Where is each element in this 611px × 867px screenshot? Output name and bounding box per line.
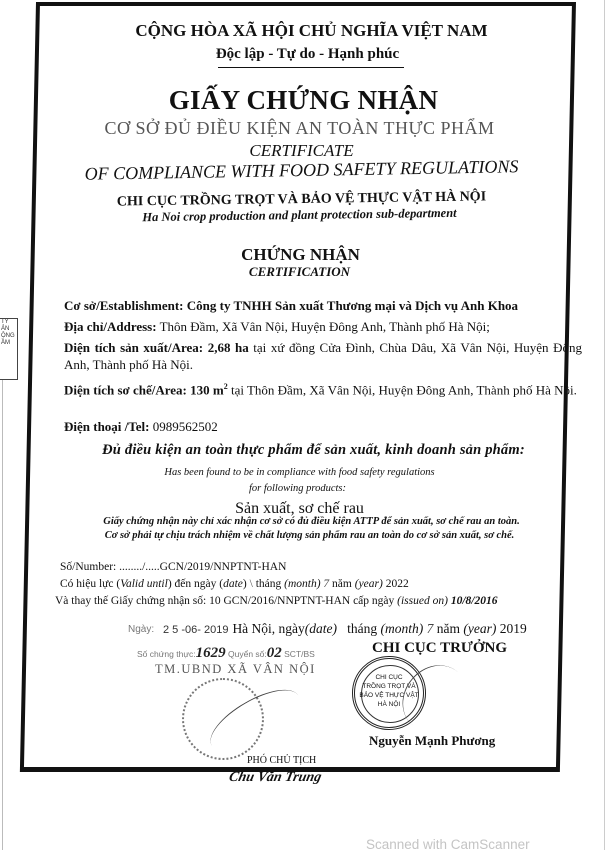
validity-mid: ) đến ngày ( <box>167 578 224 590</box>
book-suffix: SCT/BS <box>284 649 315 659</box>
certification-heading-en: CERTIFICATION <box>248 264 351 279</box>
book-value: 02 <box>266 645 282 661</box>
validity-line <box>60 578 409 590</box>
validity-month-en: (month) <box>284 578 321 590</box>
establishment-value: Công ty TNHH Sản xuất Thương mại và Dịch vụ Anh Khoa <box>186 298 519 313</box>
year-label-en: (year) <box>463 621 497 636</box>
notarization-number-value: 1629 <box>195 645 226 661</box>
camscanner-watermark: Scanned with CamScanner <box>366 837 530 852</box>
compliance-statement-en-1: Has been found to be in compliance with food safety regulations <box>164 467 435 478</box>
notarization-date-stamp <box>128 624 154 635</box>
address-label: Địa chỉ/Address: <box>64 319 157 334</box>
establishment-field <box>64 297 584 314</box>
compliance-title-en: OF COMPLIANCE WITH FOOD SAFETY REGULATIONS <box>84 156 519 184</box>
notarizing-authority: TM.UBND XÃ VÂN NỘI <box>155 662 316 676</box>
notarization-date-value: 2 5 -06- 2019 <box>163 624 229 636</box>
validity-month-prefix: tháng <box>252 578 285 590</box>
production-area-label: Diện tích sản xuất/Area: <box>64 340 204 355</box>
validity-year-en: (year) <box>354 578 383 590</box>
notarization-number <box>137 645 315 662</box>
nation-header: CỘNG HÒA XÃ HỘI CHỦ NGHĨA VIỆT NAM <box>135 21 488 40</box>
vice-chair-name: Chu Văn Trung <box>227 770 323 785</box>
place-date: Hà Nội, ngày <box>232 621 305 636</box>
certificate-title: GIẤY CHỨNG NHẬN <box>168 85 439 115</box>
vice-chair-title: PHÓ CHỦ TỊCH <box>247 755 317 766</box>
date-label-en: (date) <box>304 621 338 636</box>
phone-label: Điện thoại /Tel: <box>64 419 150 434</box>
chief-name: Nguyễn Mạnh Phương <box>369 733 496 748</box>
replacement-date: 10/8/2016 <box>450 595 498 607</box>
replacement-issued-en: (issued on) <box>397 595 448 607</box>
production-area-field <box>64 339 582 373</box>
adjacent-page-stamp: TY ẢN ỘNG ẦM <box>0 318 18 380</box>
seal-line-2: TRỒNG TRỌT VÀ <box>362 683 416 690</box>
address-field <box>64 318 584 335</box>
validity-year-value: 2022 <box>385 578 409 590</box>
compliance-statement-vn: Đủ điều kiện an toàn thực phẩm để sản xuất, kinh doanh sản phẩm: <box>102 442 525 458</box>
motto-underline <box>218 67 404 68</box>
certificate-note-1: Giấy chứng nhận này chỉ xác nhận cơ sở có đủ điều kiện ATTP để sản xuất, sơ chế rau an toàn. <box>103 516 520 527</box>
issue-date-line <box>163 621 527 637</box>
establishment-label: Cơ sở/Establishment: <box>64 298 184 313</box>
seal-line-1: CHI CỤC <box>375 674 403 681</box>
month-prefix: tháng <box>347 621 378 636</box>
notarization-date-label: Ngày: <box>128 624 155 635</box>
processing-area-location: tại Thôn Đầm, Xã Vân Nội, Huyện Đông Anh, Thành phố Hà Nội. <box>230 382 577 398</box>
validity-handwritten-month: 7 <box>323 578 330 590</box>
processing-area-label: Diện tích sơ chế/Area: <box>64 382 187 398</box>
replacement-line <box>55 595 497 607</box>
department-name-vn: CHI CỤC TRỒNG TRỌT VÀ BẢO VỆ THỰC VẬT HÀ NỘI <box>116 189 487 210</box>
chief-title: CHI CỤC TRƯỞNG <box>372 640 508 656</box>
notarization-number-label: Số chứng thực: <box>137 649 196 659</box>
number-label: Số/Number: <box>60 561 117 573</box>
production-area-location: tại xứ đồng Cửa Đình, Chùa Dâu, Xã Vân Nội, Huyện Đông Anh, Thành phố Hà Nội. <box>64 340 582 372</box>
validity-prefix: Có hiệu lực ( <box>60 578 121 590</box>
validity-year-prefix: năm <box>329 578 355 590</box>
validity-mid2: ) <box>242 578 250 590</box>
certified-product: Sản xuất, sơ chế rau <box>235 500 364 517</box>
phone-field <box>64 418 584 435</box>
year-prefix: năm <box>436 621 461 636</box>
certificate-subtitle-vn: CƠ SỞ ĐỦ ĐIỀU KIỆN AN TOÀN THỰC PHẨM <box>104 118 495 138</box>
number-value: ......../.....GCN/2019/NNPTNT-HAN <box>119 561 287 573</box>
certificate-note-2: Cơ sở phải tự chịu trách nhiệm về chất lượng sản phẩm rau an toàn do cơ sở sản xuất, sơ chế. <box>104 530 515 541</box>
book-label: Quyển số: <box>228 649 267 659</box>
validity-until-en: Valid until <box>120 578 168 590</box>
month-value: 7 <box>426 621 434 636</box>
processing-area-field <box>64 378 582 398</box>
certification-heading-vn: CHỨNG NHẬN <box>241 245 360 264</box>
seal-line-4: HÀ NỘI <box>377 701 401 708</box>
validity-handwritten-day: \ <box>249 578 253 590</box>
validity-date-en: date <box>223 578 243 590</box>
department-name-en: Ha Noi crop production and plant protection sub-department <box>142 205 457 225</box>
month-label-en: (month) <box>380 621 424 636</box>
year-value: 2019 <box>499 621 527 636</box>
certificate-title-en: CERTIFICATE <box>249 141 354 160</box>
phone-value: 0989562502 <box>152 419 218 434</box>
processing-area-size: 130 m <box>190 382 224 398</box>
production-area-size: 2,68 ha <box>207 340 249 355</box>
national-motto: Độc lập - Tự do - Hạnh phúc <box>215 46 400 62</box>
seal-line-3: BẢO VỆ THỰC VẬT <box>359 692 419 699</box>
address-value: Thôn Đầm, Xã Vân Nội, Huyện Đông Anh, Thành phố Hà Nội; <box>159 319 490 334</box>
replacement-text: Và thay thế Giấy chứng nhận số: 10 GCN/2016/NNPTNT-HAN cấp ngày <box>55 595 398 607</box>
certificate-number <box>60 561 286 573</box>
compliance-statement-en-2: for following products: <box>248 483 347 494</box>
processing-area-unit-exponent: 2 <box>223 382 228 391</box>
